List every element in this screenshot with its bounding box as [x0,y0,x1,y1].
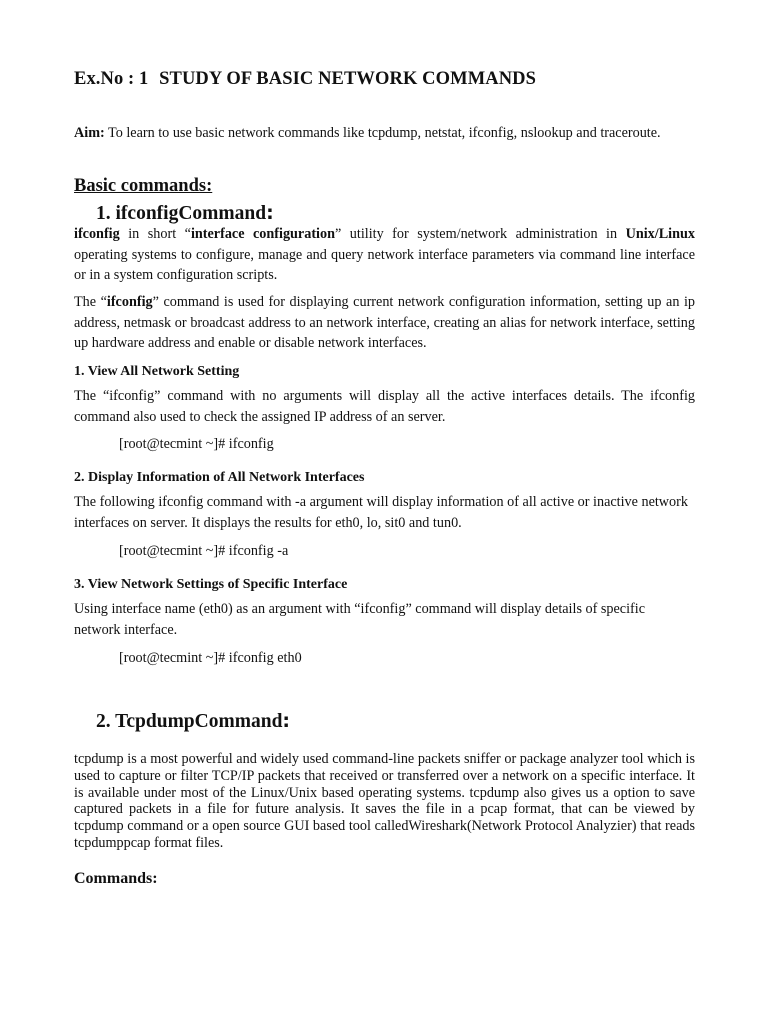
view-all-paragraph: The “ifconfig” command with no arguments will display all the active interfaces details. The ifconfig command also used to check the assigned IP address of an server. [74,388,695,425]
command-line: [root@tecmint ~]# ifconfig [119,436,274,452]
section1-colon: : [266,202,274,224]
ifconfig-usage-paragraph [74,292,695,354]
exercise-title: STUDY OF BASIC NETWORK COMMANDS [159,69,537,89]
command-line: [root@tecmint ~]# ifconfig -a [119,543,289,559]
section1-number: 1. [96,203,111,224]
section1-title: ifconfigCommand [115,203,267,224]
aim-label: Aim: [74,125,105,141]
paragraph-text: ” utility for system/network administration in [334,226,626,242]
command-line: [root@tecmint ~]# ifconfig eth0 [119,650,302,666]
document-title [74,69,536,90]
paragraph-text: operating systems to configure, manage and query network interface parameters via command line interface or in a system configuration scripts. [74,246,695,283]
display-all-paragraph: The following ifconfig command with -a argument will display information of all active or inactive network interfaces on server. It displays the results for eth0, lo, sit0 and tun0. [74,494,688,531]
section2-title: TcpdumpCommand [115,711,283,732]
unix-linux-term: Unix/Linux [625,226,695,242]
specific-interface-paragraph: Using interface name (eth0) as an argument with “ifconfig” command will display details of specific network interface. [74,601,645,638]
paragraph-text: in short “ [119,226,191,242]
tcpdump-paragraph: tcpdump is a most powerful and widely used command-line packets sniffer or package analyzer tool which is used to capture or filter TCP/IP packets that received or transferred over a network on a specific interface. It is available under most of the Linux/Unix based operating systems. tcpdump also gives us a option to save captured packets in a file for future analysis. It saves the file in a pcap format, that can be viewed by tcpdump command or a open source GUI based tool calledWireshark(Network Protocol Analyzier) that reads tcpdumppcap format files. [74,751,695,851]
section2-heading [96,710,290,733]
section2-number: 2. [96,711,111,732]
interface-configuration-term: interface configuration [190,226,335,242]
ifconfig-intro-paragraph [74,224,695,286]
subheading-display-all: 2. Display Information of All Network Interfaces [74,470,365,485]
section1-heading [96,202,274,225]
subheading-specific-interface: 3. View Network Settings of Specific Interface [74,577,348,592]
ifconfig-term: ifconfig [74,226,120,242]
exercise-number: Ex.No : 1 [74,69,149,89]
commands-heading: Commands: [74,870,158,887]
basic-commands-heading: Basic commands: [74,176,213,196]
aim-paragraph [74,124,696,142]
paragraph-text: The “ [74,294,107,310]
subheading-view-all: 1. View All Network Setting [74,364,240,379]
aim-text: To learn to use basic network commands like tcpdump, netstat, ifconfig, nslookup and traceroute. [104,125,661,141]
ifconfig-term: ifconfig [106,294,153,310]
paragraph-text: ” command is used for displaying current network configuration information, setting up an ip address, netmask or broadcast address to an network interface, creating an alias for network interface, setting up hardware address and enable or disable network interfaces. [74,294,695,351]
section2-colon: : [282,710,291,732]
